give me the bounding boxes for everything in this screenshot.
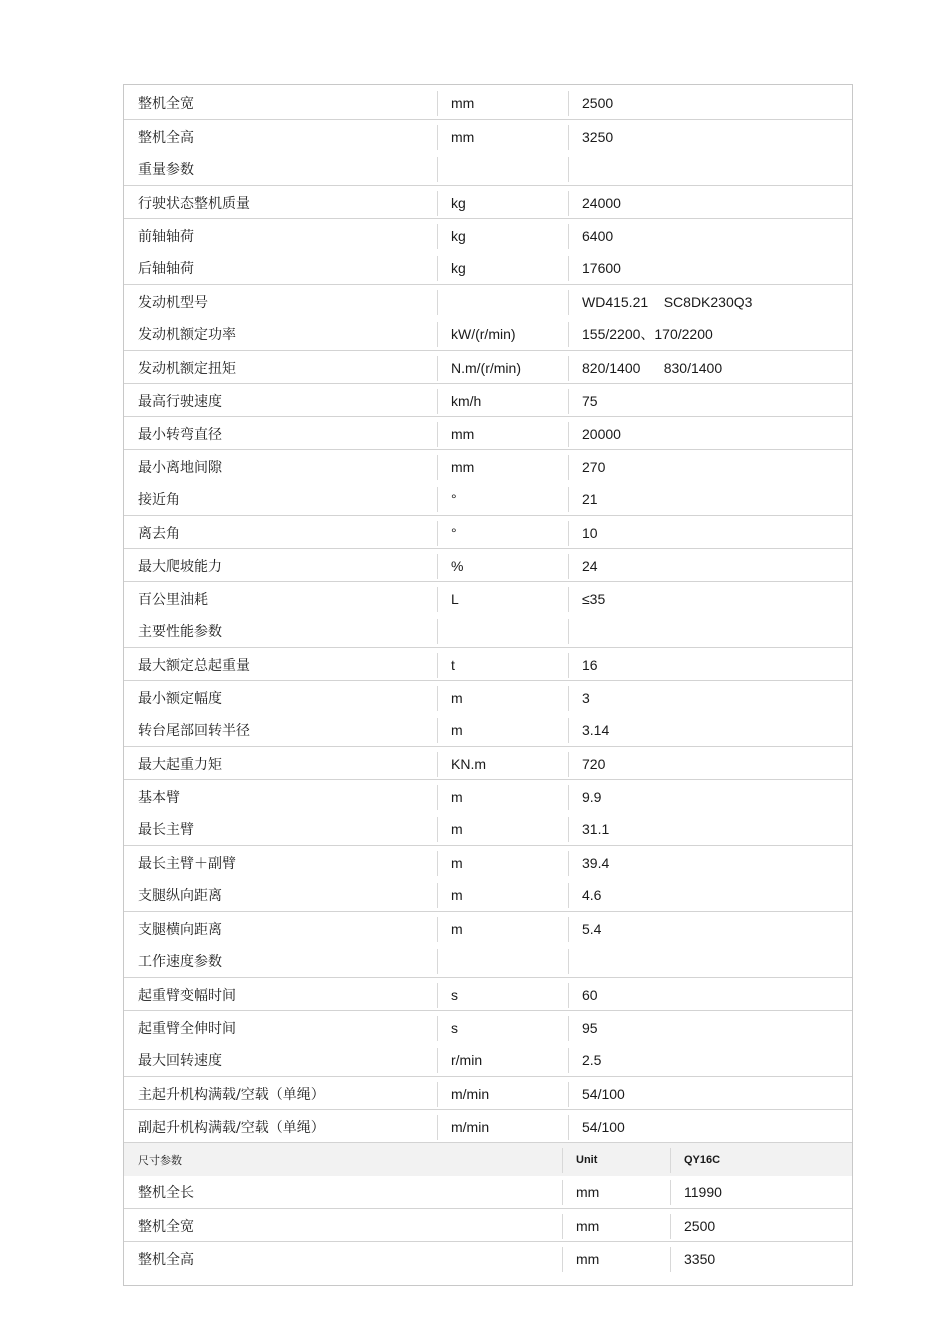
table-row bbox=[124, 746, 852, 780]
param-unit: ° bbox=[451, 524, 457, 541]
column-divider bbox=[437, 619, 438, 644]
table-row bbox=[124, 911, 852, 945]
param-value: 11990 bbox=[684, 1183, 722, 1200]
column-divider bbox=[437, 949, 438, 974]
param-unit: N.m/(r/min) bbox=[451, 359, 521, 376]
param-value: 3.14 bbox=[582, 721, 610, 738]
param-name: 起重臂全伸时间 bbox=[138, 1020, 236, 1037]
param-name: 后轴轴荷 bbox=[138, 260, 194, 277]
column-divider bbox=[437, 1082, 438, 1107]
column-divider bbox=[437, 1016, 438, 1041]
param-name: 支腿纵向距离 bbox=[138, 887, 222, 904]
param-name: 最大额定总起重量 bbox=[138, 657, 250, 674]
param-unit bbox=[437, 944, 568, 977]
table-row bbox=[124, 944, 852, 977]
param-name: 发动机型号 bbox=[138, 294, 208, 311]
column-divider bbox=[568, 422, 569, 447]
param-value: 39.4 bbox=[582, 854, 610, 871]
table-row bbox=[124, 1043, 852, 1076]
param-name: 最长主臂 bbox=[138, 821, 194, 838]
column-divider bbox=[568, 487, 569, 512]
table-row bbox=[124, 977, 852, 1011]
column-divider bbox=[437, 817, 438, 842]
param-name: 副起升机构满载/空载（单绳） bbox=[138, 1119, 325, 1136]
table-row bbox=[124, 383, 852, 417]
column-divider bbox=[568, 686, 569, 711]
table-row bbox=[124, 515, 852, 549]
param-name: 最长主臂＋副臂 bbox=[138, 855, 236, 872]
column-divider bbox=[670, 1180, 671, 1205]
table-row bbox=[124, 647, 852, 681]
column-divider bbox=[437, 455, 438, 480]
column-divider bbox=[437, 389, 438, 414]
param-unit: kg bbox=[451, 194, 466, 211]
param-unit: m bbox=[451, 721, 463, 738]
param-unit: mm bbox=[576, 1250, 600, 1267]
column-divider bbox=[568, 224, 569, 249]
column-divider bbox=[437, 521, 438, 546]
param-unit: s bbox=[451, 986, 458, 1003]
column-divider bbox=[568, 851, 569, 876]
param-value: 21 bbox=[582, 490, 598, 507]
column-divider bbox=[437, 983, 438, 1008]
param-value: 60 bbox=[582, 986, 598, 1003]
param-unit: m bbox=[451, 820, 463, 837]
column-divider bbox=[437, 1115, 438, 1140]
table-row bbox=[124, 119, 852, 153]
column-divider bbox=[568, 619, 569, 644]
column-divider bbox=[437, 752, 438, 777]
column-divider bbox=[568, 322, 569, 347]
param-value: 54/100 bbox=[582, 1118, 625, 1135]
column-divider bbox=[437, 883, 438, 908]
column-divider bbox=[568, 949, 569, 974]
param-value: 24000 bbox=[582, 194, 621, 211]
param-unit: % bbox=[451, 557, 464, 574]
table-row bbox=[124, 713, 852, 746]
param-name: 整机全宽 bbox=[138, 95, 194, 112]
param-name: 最小额定幅度 bbox=[138, 690, 222, 707]
column-divider bbox=[568, 389, 569, 414]
param-value: 4.6 bbox=[582, 886, 602, 903]
column-divider bbox=[568, 455, 569, 480]
header-model: QY16C bbox=[684, 1153, 721, 1166]
column-divider bbox=[568, 1048, 569, 1073]
param-value bbox=[568, 152, 854, 185]
param-value: 31.1 bbox=[582, 820, 610, 837]
column-divider bbox=[437, 1048, 438, 1073]
table-row bbox=[124, 218, 852, 252]
table-row bbox=[124, 1076, 852, 1110]
param-unit: L bbox=[451, 590, 459, 607]
table-row bbox=[124, 1208, 852, 1242]
column-divider bbox=[437, 224, 438, 249]
header-unit: Unit bbox=[576, 1153, 598, 1166]
param-unit: ° bbox=[451, 490, 457, 507]
param-unit: mm bbox=[451, 425, 475, 442]
column-divider bbox=[437, 587, 438, 612]
table-row bbox=[124, 548, 852, 582]
param-name: 最高行驶速度 bbox=[138, 393, 222, 410]
param-unit: m/min bbox=[451, 1118, 490, 1135]
column-divider bbox=[568, 521, 569, 546]
param-name: 基本臂 bbox=[138, 789, 180, 806]
table-row bbox=[124, 1241, 852, 1275]
column-divider bbox=[568, 718, 569, 743]
column-divider bbox=[562, 1180, 563, 1205]
param-name: 离去角 bbox=[138, 525, 180, 542]
param-name: 整机全高 bbox=[138, 129, 194, 146]
table-row bbox=[124, 86, 852, 119]
column-divider bbox=[568, 653, 569, 678]
table-row bbox=[124, 614, 852, 647]
param-unit: km/h bbox=[451, 392, 482, 409]
param-value: 2500 bbox=[582, 94, 614, 111]
param-unit: m bbox=[451, 886, 463, 903]
column-divider bbox=[568, 1082, 569, 1107]
spec-table-frame bbox=[123, 84, 853, 1286]
column-divider bbox=[670, 1148, 671, 1173]
column-divider bbox=[437, 653, 438, 678]
column-divider bbox=[568, 983, 569, 1008]
column-divider bbox=[568, 883, 569, 908]
param-value: 6400 bbox=[582, 227, 614, 244]
column-divider bbox=[437, 157, 438, 182]
param-unit: mm bbox=[451, 458, 475, 475]
param-value: ≤35 bbox=[582, 590, 606, 607]
column-divider bbox=[568, 587, 569, 612]
param-name: 起重臂变幅时间 bbox=[138, 987, 236, 1004]
param-unit: t bbox=[451, 656, 455, 673]
column-divider bbox=[437, 487, 438, 512]
table-row bbox=[124, 251, 852, 284]
param-value: 155/2200、170/2200 bbox=[582, 325, 713, 342]
column-divider bbox=[437, 686, 438, 711]
param-value: 270 bbox=[582, 458, 606, 475]
table-row bbox=[124, 845, 852, 879]
column-divider bbox=[568, 157, 569, 182]
param-value: 75 bbox=[582, 392, 598, 409]
param-value bbox=[568, 944, 854, 977]
param-unit: m/min bbox=[451, 1085, 490, 1102]
column-divider bbox=[568, 356, 569, 381]
column-divider bbox=[437, 91, 438, 116]
column-divider bbox=[437, 356, 438, 381]
column-divider bbox=[568, 191, 569, 216]
param-unit: mm bbox=[576, 1217, 600, 1234]
param-value: 2.5 bbox=[582, 1051, 602, 1068]
param-name: 整机全长 bbox=[138, 1184, 194, 1201]
table-row bbox=[124, 878, 852, 911]
param-unit: mm bbox=[576, 1183, 600, 1200]
param-value: 3350 bbox=[684, 1250, 716, 1267]
column-divider bbox=[568, 785, 569, 810]
param-unit: m bbox=[451, 689, 463, 706]
table-row bbox=[124, 449, 852, 483]
param-name: 支腿横向距离 bbox=[138, 921, 222, 938]
column-divider bbox=[568, 1115, 569, 1140]
table-row bbox=[124, 581, 852, 615]
param-name: 发动机额定功率 bbox=[138, 326, 236, 343]
column-divider bbox=[437, 851, 438, 876]
table-row bbox=[124, 1175, 852, 1208]
param-name: 行驶状态整机质量 bbox=[138, 195, 250, 212]
param-unit bbox=[437, 152, 568, 185]
column-divider bbox=[437, 290, 438, 315]
param-value: 720 bbox=[582, 755, 606, 772]
column-divider bbox=[568, 91, 569, 116]
column-divider bbox=[437, 554, 438, 579]
param-name: 百公里油耗 bbox=[138, 591, 208, 608]
param-unit: m bbox=[451, 788, 463, 805]
param-name: 最小离地间隙 bbox=[138, 459, 222, 476]
param-unit: KN.m bbox=[451, 755, 486, 772]
param-name: 接近角 bbox=[138, 491, 180, 508]
column-divider bbox=[568, 817, 569, 842]
param-name: 工作速度参数 bbox=[138, 953, 222, 970]
column-divider bbox=[670, 1214, 671, 1239]
param-name: 转台尾部回转半径 bbox=[138, 722, 250, 739]
column-divider bbox=[437, 322, 438, 347]
param-value: WD415.21 SC8DK230Q3 bbox=[582, 293, 753, 310]
table-row bbox=[124, 317, 852, 350]
param-unit: mm bbox=[451, 94, 475, 111]
param-name: 最大回转速度 bbox=[138, 1052, 222, 1069]
column-divider bbox=[437, 256, 438, 281]
dimension-header-row bbox=[124, 1142, 852, 1176]
table-row bbox=[124, 350, 852, 384]
param-unit: m bbox=[451, 854, 463, 871]
column-divider bbox=[437, 917, 438, 942]
param-value: 9.9 bbox=[582, 788, 602, 805]
param-unit: kg bbox=[451, 227, 466, 244]
param-name: 最大爬坡能力 bbox=[138, 558, 222, 575]
param-value: 54/100 bbox=[582, 1085, 625, 1102]
column-divider bbox=[437, 191, 438, 216]
param-value bbox=[568, 614, 854, 647]
param-value: 10 bbox=[582, 524, 598, 541]
column-divider bbox=[568, 554, 569, 579]
table-row bbox=[124, 152, 852, 185]
param-value: 3250 bbox=[582, 128, 614, 145]
column-divider bbox=[562, 1247, 563, 1272]
param-value: 3 bbox=[582, 689, 590, 706]
param-name: 最大起重力矩 bbox=[138, 756, 222, 773]
param-name: 前轴轴荷 bbox=[138, 228, 194, 245]
param-name: 主起升机构满载/空载（单绳） bbox=[138, 1086, 325, 1103]
param-value: 20000 bbox=[582, 425, 621, 442]
param-name: 整机全高 bbox=[138, 1251, 194, 1268]
param-name: 主要性能参数 bbox=[138, 623, 222, 640]
table-row bbox=[124, 779, 852, 813]
table-row bbox=[124, 1109, 852, 1143]
table-row bbox=[124, 185, 852, 219]
param-value: 95 bbox=[582, 1019, 598, 1036]
param-name: 整机全宽 bbox=[138, 1218, 194, 1235]
table-row bbox=[124, 482, 852, 515]
param-name: 最小转弯直径 bbox=[138, 426, 222, 443]
param-name: 重量参数 bbox=[138, 161, 194, 178]
param-name: 发动机额定扭矩 bbox=[138, 360, 236, 377]
column-divider bbox=[437, 718, 438, 743]
column-divider bbox=[568, 752, 569, 777]
table-row bbox=[124, 812, 852, 845]
param-unit: kg bbox=[451, 259, 466, 276]
param-value: 2500 bbox=[684, 1217, 716, 1234]
column-divider bbox=[568, 917, 569, 942]
param-value: 16 bbox=[582, 656, 598, 673]
table-row bbox=[124, 416, 852, 450]
column-divider bbox=[562, 1148, 563, 1173]
param-unit: r/min bbox=[451, 1051, 483, 1068]
table-row bbox=[124, 680, 852, 714]
column-divider bbox=[568, 125, 569, 150]
column-divider bbox=[568, 290, 569, 315]
param-value: 24 bbox=[582, 557, 598, 574]
column-divider bbox=[437, 422, 438, 447]
param-value: 17600 bbox=[582, 259, 621, 276]
param-value: 820/1400 830/1400 bbox=[582, 359, 723, 376]
column-divider bbox=[568, 1016, 569, 1041]
column-divider bbox=[437, 125, 438, 150]
table-row bbox=[124, 284, 852, 318]
param-unit bbox=[437, 285, 568, 318]
header-param: 尺寸参数 bbox=[138, 1153, 182, 1167]
param-unit: m bbox=[451, 920, 463, 937]
param-unit bbox=[437, 614, 568, 647]
column-divider bbox=[568, 256, 569, 281]
table-row bbox=[124, 1010, 852, 1044]
param-unit: kW/(r/min) bbox=[451, 325, 516, 342]
param-unit: s bbox=[451, 1019, 458, 1036]
column-divider bbox=[670, 1247, 671, 1272]
param-value: 5.4 bbox=[582, 920, 602, 937]
column-divider bbox=[437, 785, 438, 810]
param-unit: mm bbox=[451, 128, 475, 145]
column-divider bbox=[562, 1214, 563, 1239]
